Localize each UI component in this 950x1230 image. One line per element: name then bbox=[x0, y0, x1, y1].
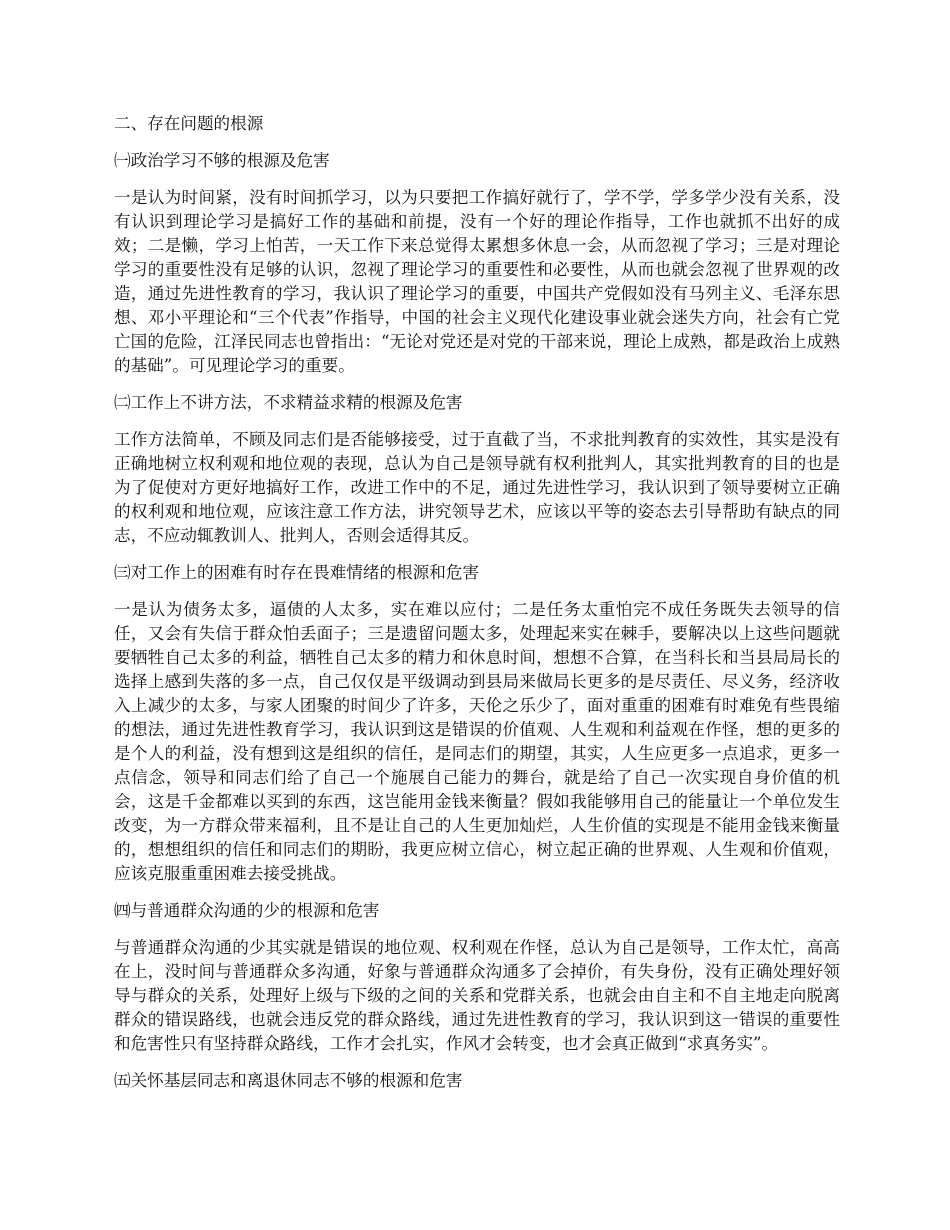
subsection-body-4: 与普通群众沟通的少其实就是错误的地位观、权利观在作怪，总认为自己是领导，工作太忙，高高在上，没时间与普通群众多沟通，好象与普通群众沟通多了会掉价，有失身份，没有正确处理好领导与群众的关系，处理好上级与下级的之间的关系和党群关系，也就会由自主和不自主地走向脱离群众的错误路线，也就会违反党的群众路线，通过先进性教育的学习，我认识到这一错误的重要性和危害性只有坚持群众路线，工作才会扎实，作风才会转变，也才会真正做到“求真务实”。 bbox=[114, 938, 840, 1053]
subsection-heading-5: ㈤关怀基层同志和离退休同志不够的根源和危害 bbox=[114, 1071, 463, 1090]
subsection-heading-1: ㈠政治学习不够的根源及危害 bbox=[114, 151, 330, 170]
subsection-body-1: 一是认为时间紧，没有时间抓学习，以为只要把工作搞好就行了，学不学，学多学少没有关系，没有认识到理论学习是搞好工作的基础和前提，没有一个好的理论作指导，工作也就抓不出好的成效；二是懒，学习上怕苦，一天工作下来总觉得太累想多休息一会，从而忽视了学习；三是对理论学习的重要性没有足够的认识，忽视了理论学习的重要性和必要性，从而也就会忽视了世界观的改造，通过先进性教育的学习，我认识了理论学习的重要，中国共产党假如没有马列主义、毛泽东思想、邓小平理论和“三个代表”作指导，中国的社会主义现代化建设事业就会迷失方向，社会有亡党亡国的危险，江泽民同志也曾指出：“无论对党还是对党的干部来说，理论上成熟，都是政治上成熟的基础”。可见理论学习的重要。 bbox=[114, 188, 840, 375]
section-title: 二、存在问题的根源 bbox=[114, 114, 264, 133]
subsection-heading-2: ㈡工作上不讲方法，不求精益求精的根源及危害 bbox=[114, 393, 463, 412]
subsection-heading-3: ㈢对工作上的困难有时存在畏难情绪的根源和危害 bbox=[114, 563, 480, 582]
subsection-body-3: 一是认为债务太多，逼债的人太多，实在难以应付；二是任务太重怕完不成任务既失去领导的信任，又会有失信于群众怕丢面子；三是遗留问题太多，处理起来实在棘手，要解决以上这些问题就要牺牲自己太多的利益，牺牲自己太多的精力和休息时间，想想不合算，在当科长和当县局局长的选择上感到失落的多一点，自己仅仅是平级调动到县局来做局长更多的是尽责任、尽义务，经济收入上减少的太多，与家人团聚的时间少了许多，天伦之乐少了，面对重重的困难有时难免有些畏缩的想法，通过先进性教育学习，我认识到这是错误的价值观、人生观和利益观在作怪，想的更多的是个人的利益，没有想到这是组织的信任，是同志们的期望，其实，人生应更多一点追求，更多一点信念，领导和同志们给了自己一个施展自己能力的舞台，就是给了自己一次实现自身价值的机会，这是千金都难以买到的东西，这岂能用金钱来衡量？假如我能够用自己的能量让一个单位发生改变，为一方群众带来福利，且不是让自己的人生更加灿烂，人生价值的实现是不能用金钱来衡量的，想想组织的信任和同志们的期盼，我更应树立信心，树立起正确的世界观、人生观和价值观，应该克服重重困难去接受挑战。 bbox=[114, 600, 840, 883]
subsection-heading-4: ㈣与普通群众沟通的少的根源和危害 bbox=[114, 901, 380, 920]
document-page bbox=[114, 112, 840, 1106]
subsection-body-2: 工作方法简单，不顾及同志们是否能够接受，过于直截了当，不求批判教育的实效性，其实是没有正确地树立权利观和地位观的表现，总认为自己是领导就有权利批判人，其实批判教育的目的也是为了促使对方更好地搞好工作，改进工作中的不足，通过先进性学习，我认识到了领导要树立正确的权利观和地位观，应该注意工作方法，讲究领导艺术，应该以平等的姿态去引导帮助有缺点的同志，不应动辄教训人、批判人，否则会适得其反。 bbox=[114, 430, 840, 545]
